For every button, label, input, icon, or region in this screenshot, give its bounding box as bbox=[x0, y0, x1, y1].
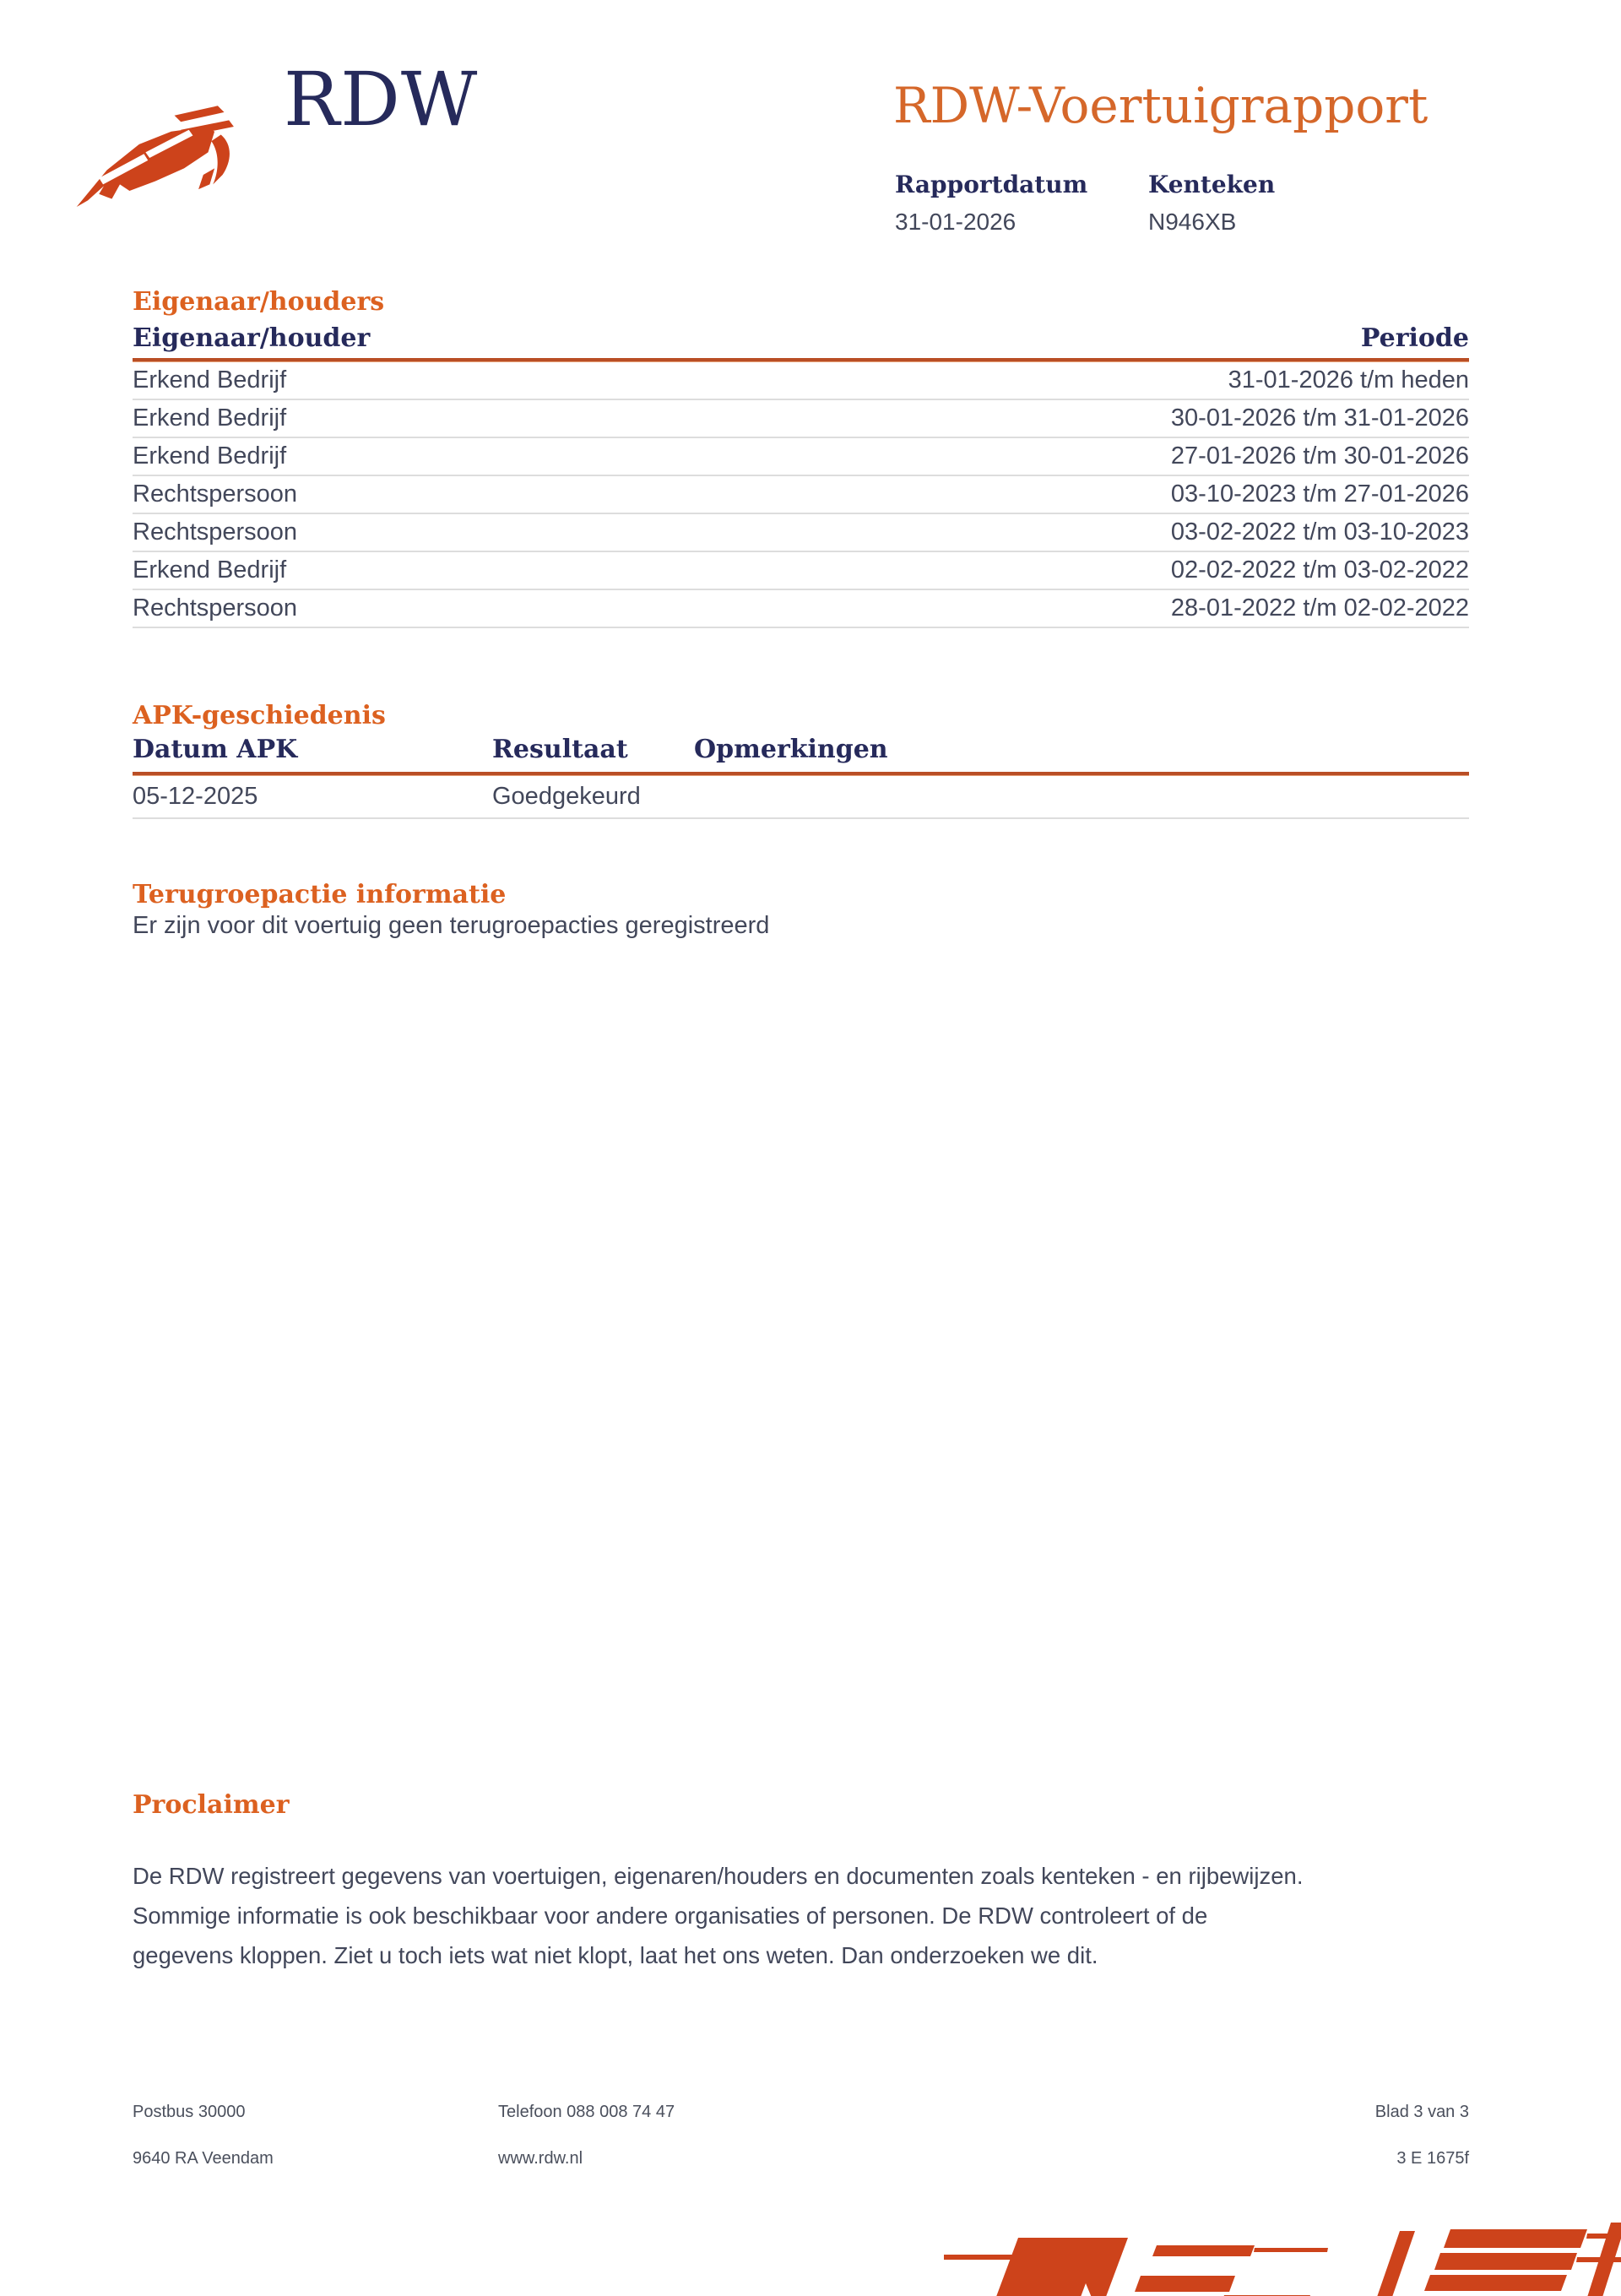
owners-section-heading: Eigenaar/houders bbox=[133, 287, 385, 317]
report-meta bbox=[895, 171, 1401, 236]
owners-table bbox=[133, 362, 1469, 628]
period-cell: 28-01-2022 t/m 02-02-2022 bbox=[1170, 594, 1469, 621]
period-cell: 30-01-2026 t/m 31-01-2026 bbox=[1170, 404, 1469, 432]
page-title: RDW-Voertuigrapport bbox=[893, 77, 1429, 134]
proclaimer-section-heading: Proclaimer bbox=[133, 1790, 290, 1820]
rdw-feather-icon bbox=[72, 95, 264, 223]
owner-cell: Erkend Bedrijf bbox=[133, 404, 287, 432]
table-row bbox=[133, 514, 1469, 552]
recall-section-heading: Terugroepactie informatie bbox=[133, 880, 507, 909]
license-plate-value: N946XB bbox=[1148, 209, 1237, 235]
owner-cell: Rechtspersoon bbox=[133, 480, 298, 508]
apk-result-cell: Goedgekeurd bbox=[492, 783, 641, 810]
owners-table-header bbox=[133, 323, 1469, 353]
report-date-block bbox=[895, 171, 1148, 236]
recall-status-text: Er zijn voor dit voertuig geen terugroepacties geregistreerd bbox=[133, 912, 770, 939]
table-row bbox=[133, 362, 1469, 400]
period-cell: 03-10-2023 t/m 27-01-2026 bbox=[1170, 480, 1469, 508]
report-date-value: 31-01-2026 bbox=[895, 209, 1017, 235]
footer-page-info bbox=[1375, 2103, 1469, 2196]
proclaimer-text: De RDW registreert gegevens van voertuigen, eigenaren/houders en documenten zoals kenteken - en rijbewijzen. Sommige informatie is ook beschikbaar voor andere organisaties of personen. De RDW controleert of de gegevens kloppen. Ziet u toch iets wat niet klopt, laat het ons weten. Dan onderzoeken we dit. bbox=[133, 1863, 1304, 1968]
period-cell: 02-02-2022 t/m 03-02-2022 bbox=[1170, 556, 1469, 583]
table-row bbox=[133, 400, 1469, 438]
period-cell: 03-02-2022 t/m 03-10-2023 bbox=[1170, 518, 1469, 546]
period-cell: 27-01-2026 t/m 30-01-2026 bbox=[1170, 442, 1469, 470]
owner-cell: Erkend Bedrijf bbox=[133, 366, 287, 394]
table-row bbox=[133, 590, 1469, 628]
footer-website: www.rdw.nl bbox=[498, 2149, 583, 2168]
owner-cell: Rechtspersoon bbox=[133, 594, 298, 621]
footer-postbus: Postbus 30000 bbox=[133, 2103, 246, 2121]
footer-contact bbox=[498, 2103, 1375, 2196]
report-date-label: Rapportdatum bbox=[895, 171, 1088, 198]
rdw-wing-pattern-icon bbox=[944, 2206, 1621, 2296]
footer-address bbox=[133, 2103, 498, 2196]
apk-section-heading: APK-geschiedenis bbox=[133, 701, 386, 730]
license-plate-label: Kenteken bbox=[1148, 171, 1276, 198]
apk-col-result: Resultaat bbox=[492, 735, 628, 764]
table-row bbox=[133, 476, 1469, 514]
footer-form-code: 3 E 1675f bbox=[1396, 2149, 1469, 2168]
owner-cell: Erkend Bedrijf bbox=[133, 442, 287, 470]
apk-col-date: Datum APK bbox=[133, 735, 298, 764]
owner-cell: Rechtspersoon bbox=[133, 518, 298, 546]
footer-page-indicator: Blad 3 van 3 bbox=[1374, 2103, 1469, 2121]
footer-phone: Telefoon 088 008 74 47 bbox=[498, 2103, 675, 2121]
period-cell: 31-01-2026 t/m heden bbox=[1228, 366, 1469, 394]
license-plate-block bbox=[1148, 171, 1401, 236]
apk-date-cell: 05-12-2025 bbox=[133, 783, 258, 810]
table-row bbox=[133, 552, 1469, 590]
page-footer bbox=[133, 2103, 1469, 2196]
apk-table-header bbox=[133, 735, 1469, 764]
table-row bbox=[133, 776, 1469, 819]
rdw-logo-wordmark: RDW bbox=[284, 56, 479, 143]
apk-col-remarks: Opmerkingen bbox=[694, 735, 888, 764]
footer-city: 9640 RA Veendam bbox=[133, 2149, 274, 2168]
owners-col-owner: Eigenaar/houder bbox=[133, 323, 371, 353]
table-row bbox=[133, 438, 1469, 476]
owner-cell: Erkend Bedrijf bbox=[133, 556, 287, 583]
owners-col-period: Periode bbox=[1360, 323, 1469, 353]
